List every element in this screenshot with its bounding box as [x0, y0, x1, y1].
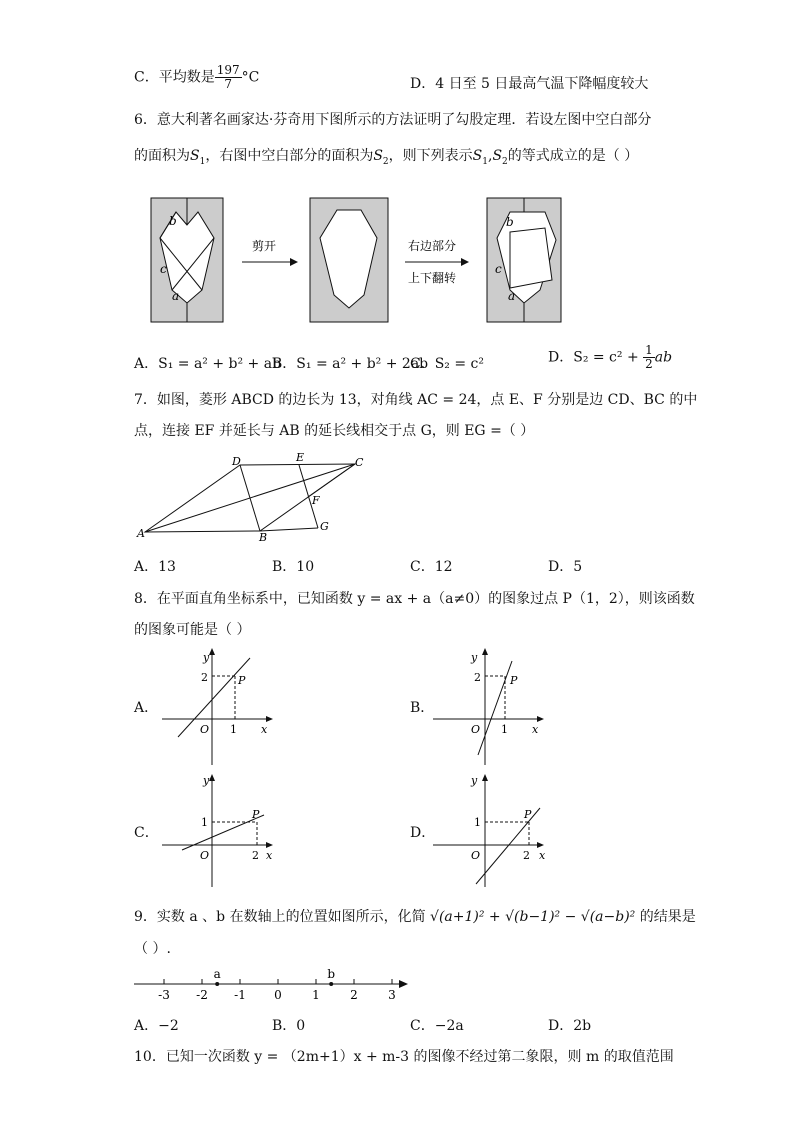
- numberline-point-a-label: a: [213, 967, 221, 981]
- q9-option-d: D．2b: [548, 1018, 592, 1034]
- numberline-tick-label: 2: [350, 988, 358, 1002]
- svg-text:右边部分: 右边部分: [408, 239, 457, 253]
- svg-text:E: E: [296, 451, 305, 464]
- q9-option-b: B．0: [272, 1018, 306, 1034]
- svg-text:F: F: [312, 494, 320, 507]
- numberline-tick-label: -3: [158, 988, 170, 1002]
- q7-option-d: D．5: [548, 559, 583, 575]
- q9-option-c: C．−2a: [410, 1018, 464, 1034]
- svg-text:a: a: [508, 289, 516, 303]
- q6-line2: 的面积为$S_1$，右图中空白部分的面积为$S_2$，则下列表示$S_1,S_2$的等式成立的是（ ）: [134, 148, 639, 167]
- q6-option-b: B．S₁ = a² + b² + 2ab: [272, 356, 429, 372]
- svg-text:x: x: [539, 849, 546, 862]
- q9-line1: 9．实数 a 、b 在数轴上的位置如图所示，化简 √(a+1)² + √(b−1)² − √(a−b)² 的结果是: [134, 909, 696, 925]
- svg-text:2: 2: [252, 849, 259, 862]
- svg-text:P: P: [238, 674, 246, 687]
- svg-text:P: P: [252, 808, 260, 821]
- numberline-tick-label: -2: [196, 988, 208, 1002]
- svg-text:2: 2: [474, 671, 481, 684]
- q8-line2: 的图象可能是（ ）: [134, 622, 251, 638]
- q6-option-c: C．S₂ = c²: [410, 356, 484, 372]
- svg-text:y: y: [471, 651, 478, 664]
- q8-line1: 8．在平面直角坐标系中，已知函数 y = ax + a（a≠0）的图象过点 P（1，2），则该函数: [134, 591, 695, 607]
- numberline-tick-label: 0: [274, 988, 282, 1002]
- q8-option-d-label: D．: [410, 825, 436, 841]
- q7-line2: 点，连接 EF 并延长与 AB 的延长线相交于点 G，则 EG =（ ）: [134, 423, 535, 439]
- q6-option-a: A．S₁ = a² + b² + ab: [134, 356, 282, 372]
- q6-line1: 6．意大利著名画家达·芬奇用下图所示的方法证明了勾股定理．若设左图中空白部分: [134, 112, 652, 128]
- numberline-point-a: [215, 982, 219, 986]
- q7-line1: 7．如图，菱形 ABCD 的边长为 13，对角线 AC = 24，点 E、F 分别是边 CD、BC 的中: [134, 392, 698, 408]
- svg-text:x: x: [266, 849, 273, 862]
- q8-option-a-label: A．: [134, 700, 159, 716]
- svg-text:b: b: [506, 215, 514, 229]
- svg-text:x: x: [261, 723, 268, 736]
- numberline-tick-label: 3: [388, 988, 396, 1002]
- q7-option-a: A．13: [134, 559, 176, 575]
- svg-text:1: 1: [501, 723, 508, 736]
- svg-text:O: O: [200, 723, 210, 736]
- svg-text:y: y: [471, 774, 478, 787]
- svg-text:1: 1: [230, 723, 237, 736]
- q9-expression: √(a+1)² + √(b−1)² − √(a−b)²: [430, 909, 636, 925]
- q7-option-b: B．10: [272, 559, 315, 575]
- svg-text:O: O: [200, 849, 210, 862]
- svg-text:2: 2: [201, 671, 208, 684]
- q8-option-c-label: C．: [134, 825, 159, 841]
- q9-option-a: A．−2: [134, 1018, 179, 1034]
- svg-text:1: 1: [474, 816, 481, 829]
- numberline-tick-label: -1: [234, 988, 246, 1002]
- q5-option-d: D．4 日至 5 日最高气温下降幅度较大: [410, 76, 649, 92]
- svg-text:c: c: [495, 262, 502, 276]
- svg-text:P: P: [510, 674, 518, 687]
- svg-text:y: y: [203, 774, 210, 787]
- svg-text:P: P: [524, 808, 532, 821]
- svg-text:G: G: [320, 520, 329, 533]
- q9-line2: （ ）.: [134, 941, 171, 957]
- svg-text:y: y: [203, 651, 210, 664]
- svg-text:O: O: [471, 849, 481, 862]
- q10-line1: 10．已知一次函数 y = （2m+1）x + m-3 的图像不经过第二象限，则 m 的取值范围: [134, 1049, 674, 1065]
- svg-text:剪开: 剪开: [252, 239, 277, 253]
- q6-option-d: D．S₂ = c² + $\frac{1}{2}$ ab: [548, 343, 673, 371]
- svg-text:a: a: [172, 289, 180, 303]
- svg-text:c: c: [160, 262, 167, 276]
- svg-text:b: b: [169, 214, 177, 228]
- svg-text:x: x: [532, 723, 539, 736]
- svg-text:C: C: [355, 456, 364, 469]
- q5-option-c: C．平均数是 $\frac{197}{7}$ °C: [134, 63, 260, 91]
- numberline-point-b: [329, 982, 333, 986]
- q8-option-b-label: B．: [410, 700, 435, 716]
- svg-text:A: A: [137, 527, 145, 540]
- numberline-point-b-label: b: [327, 967, 336, 981]
- svg-text:O: O: [471, 723, 481, 736]
- svg-text:B: B: [259, 531, 268, 544]
- q7-option-c: C．12: [410, 559, 453, 575]
- svg-text:D: D: [232, 455, 241, 468]
- svg-text:1: 1: [201, 816, 208, 829]
- svg-text:上下翻转: 上下翻转: [408, 271, 457, 285]
- svg-text:2: 2: [523, 849, 530, 862]
- numberline-tick-label: 1: [312, 988, 320, 1002]
